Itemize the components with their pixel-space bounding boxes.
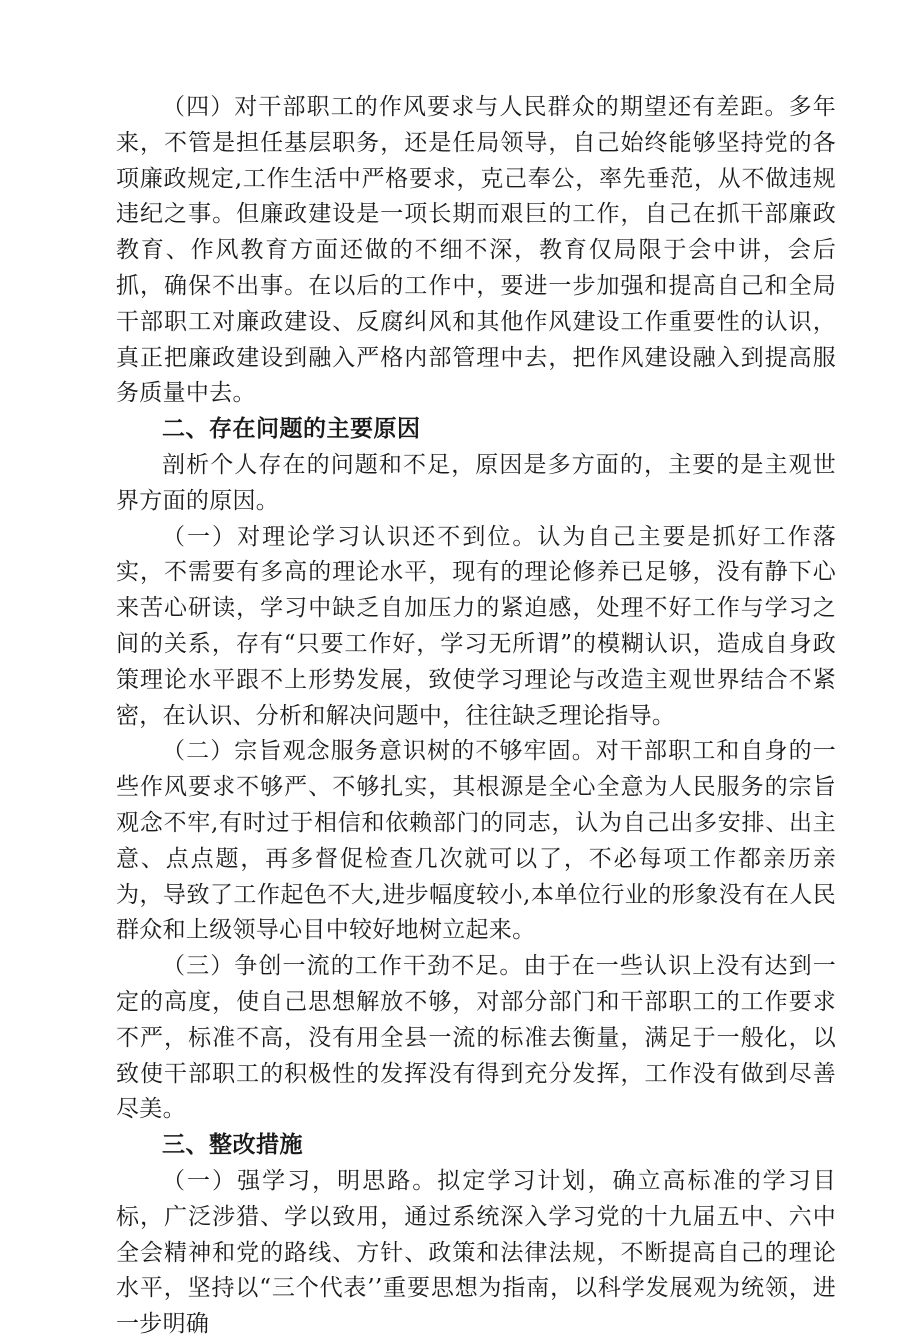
section-heading-main-causes: 二、存在问题的主要原因: [162, 416, 421, 443]
paragraph-cause-two-service-awareness: （二）宗旨观念服务意识树的不够牢固。对干部职工和自身的一些作风要求不够严、不够扎实，其根源是全心全意为人民服务的宗旨观念不牢,有时过于相信和依赖部门的同志，认为自己出多安排、出主意、点点题，再多督促检查几次就可以了，不必每项工作都亲历亲为，导致了工作起色不大,进步幅度较小,本单位行业的形象没有在人民群众和上级领导心目中较好地树立起来。: [116, 738, 836, 944]
paragraph-causes-intro: 剖析个人存在的问题和不足，原因是多方面的，主要的是主观世界方面的原因。: [116, 451, 836, 514]
paragraph-four-work-style-gap: （四）对干部职工的作风要求与人民群众的期望还有差距。多年来，不管是担任基层职务，还是任局领导，自己始终能够坚持党的各项廉政规定,工作生活中严格要求，克己奉公，率先垂范，从不做违规违纪之事。但廉政建设是一项长期而艰巨的工作，自己在抓干部廉政教育、作风教育方面还做的不细不深，教育仅局限于会中讲，会后抓，确保不出事。在以后的工作中，要进一步加强和提高自己和全局干部职工对廉政建设、反腐纠风和其他作风建设工作重要性的认识，真正把廉政建设到融入严格内部管理中去，把作风建设融入到提高服务质量中去。: [116, 94, 836, 407]
paragraph-measure-one-study: （一）强学习，明思路。拟定学习计划，确立高标准的学习目标，广泛涉猎、学以致用，通过系统深入学习党的十九届五中、六中全会精神和党的路线、方针、政策和法律法规，不断提高自己的理论水平，坚持以“三个代表’’重要思想为指南，以科学发展观为统领，进一步明确: [116, 1167, 836, 1338]
section-heading-rectification-measures: 三、整改措施: [162, 1132, 303, 1159]
paragraph-cause-three-drive: （三）争创一流的工作干劲不足。由于在一些认识上没有达到一定的高度，使自己思想解放不够，对部分部门和干部职工的工作要求不严，标准不高，没有用全县一流的标准去衡量，满足于一般化，以致使干部职工的积极性的发挥没有得到充分发挥，工作没有做到尽善尽美。: [116, 953, 836, 1123]
paragraph-cause-one-theory-study: （一）对理论学习认识还不到位。认为自己主要是抓好工作落实，不需要有多高的理论水平，现有的理论修养已足够，没有静下心来苦心研读，学习中缺乏自加压力的紧迫感，处理不好工作与学习之间的关系，存有“只要工作好，学习无所谓”的模糊认识，造成自身政策理论水平跟不上形势发展，致使学习理论与改造主观世界结合不紧密，在认识、分析和解决问题中，往往缺乏理论指导。: [116, 523, 836, 729]
document-body: [116, 90, 836, 1343]
